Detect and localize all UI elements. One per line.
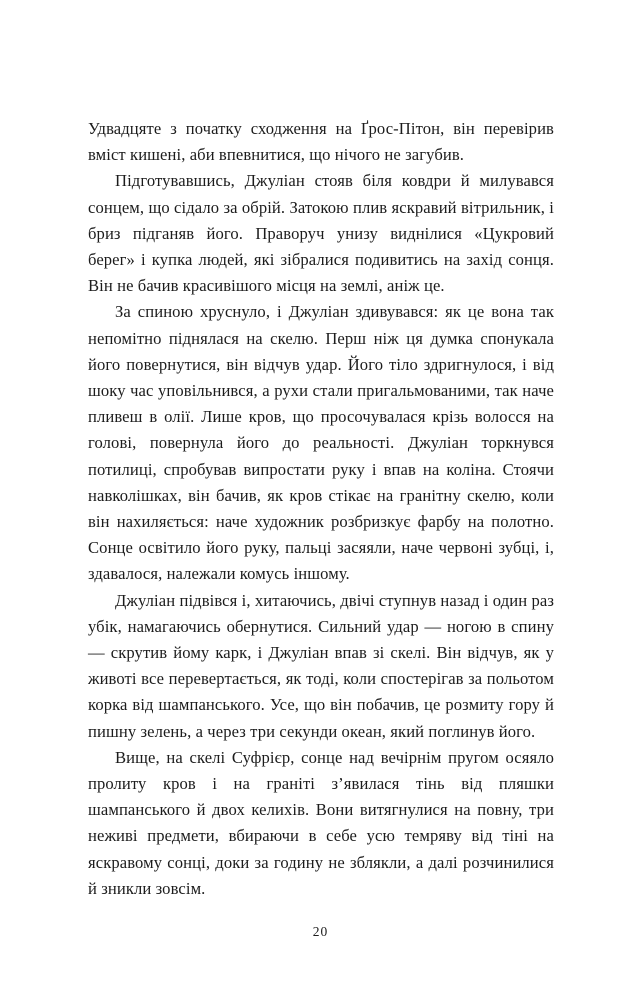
paragraph: За спиною хруснуло, і Джуліан здивувався: як це вона так непомітно піднялася на скелю. Перш ніж ця думка спонукала його повернутися, він відчув удар. Його тіло здригнулося, і від шоку час уповільнився, а рухи стали пригальмованими, так наче пливеш в олії. Лише кров, що просочувалася крізь волосся на голові, повернула його до реальності. Джуліан торкнувся потилиці, спробував випростати руку і впав на коліна. Стоячи навколішках, він бачив, як кров стікає на гранітну скелю, коли він нахиляється: наче художник розбризкує фарбу на полотно. Сонце освітило його руку, пальці засяяли, наче червоні зубці, і, здавалося, належали комусь іншому. — [88, 302, 554, 584]
page-number: 20 — [312, 924, 329, 939]
paragraph: Підготувавшись, Джуліан стояв біля ковдри й милувався сонцем, що сідало за обрій. Затокою плив яскравий вітрильник, і бриз підганяв його. Праворуч унизу виднілися «Цукровий берег» і купка людей, які зібралися подивитись на захід сонця. Він не бачив красивішого місця на землі, аніж це. — [88, 171, 554, 296]
body-text — [88, 116, 554, 902]
paragraph: Удвадцяте з початку сходження на Ґрос-Пітон, він перевірив вміст кишені, аби впевнитися, що нічого не загубив. — [88, 119, 554, 165]
paragraph: Вище, на скелі Суфрієр, сонце над вечірнім пругом осяяло пролиту кров і на граніті з’явилася тінь від пляшки шампанського й двох келихів. Вони витягнулися на повну, три неживі предмети, вбираючи в себе усю темряву від тіні на яскравому сонці, доки за годину не зблякли, а далі розчинилися й зникли зовсім. — [88, 747, 554, 898]
paragraph: Джуліан підвівся і, хитаючись, двічі ступнув назад і один раз убік, намагаючись обернутися. Сильний удар — ногою в спину — скрутив йому карк, і Джуліан впав зі скелі. Він відчув, як у животі все перевертається, як тоді, коли спостерігав за польотом корка від шампанського. Усе, що він побачив, це розмиту гору й пишну зелень, а через три секунди океан, який поглинув його. — [88, 590, 554, 741]
